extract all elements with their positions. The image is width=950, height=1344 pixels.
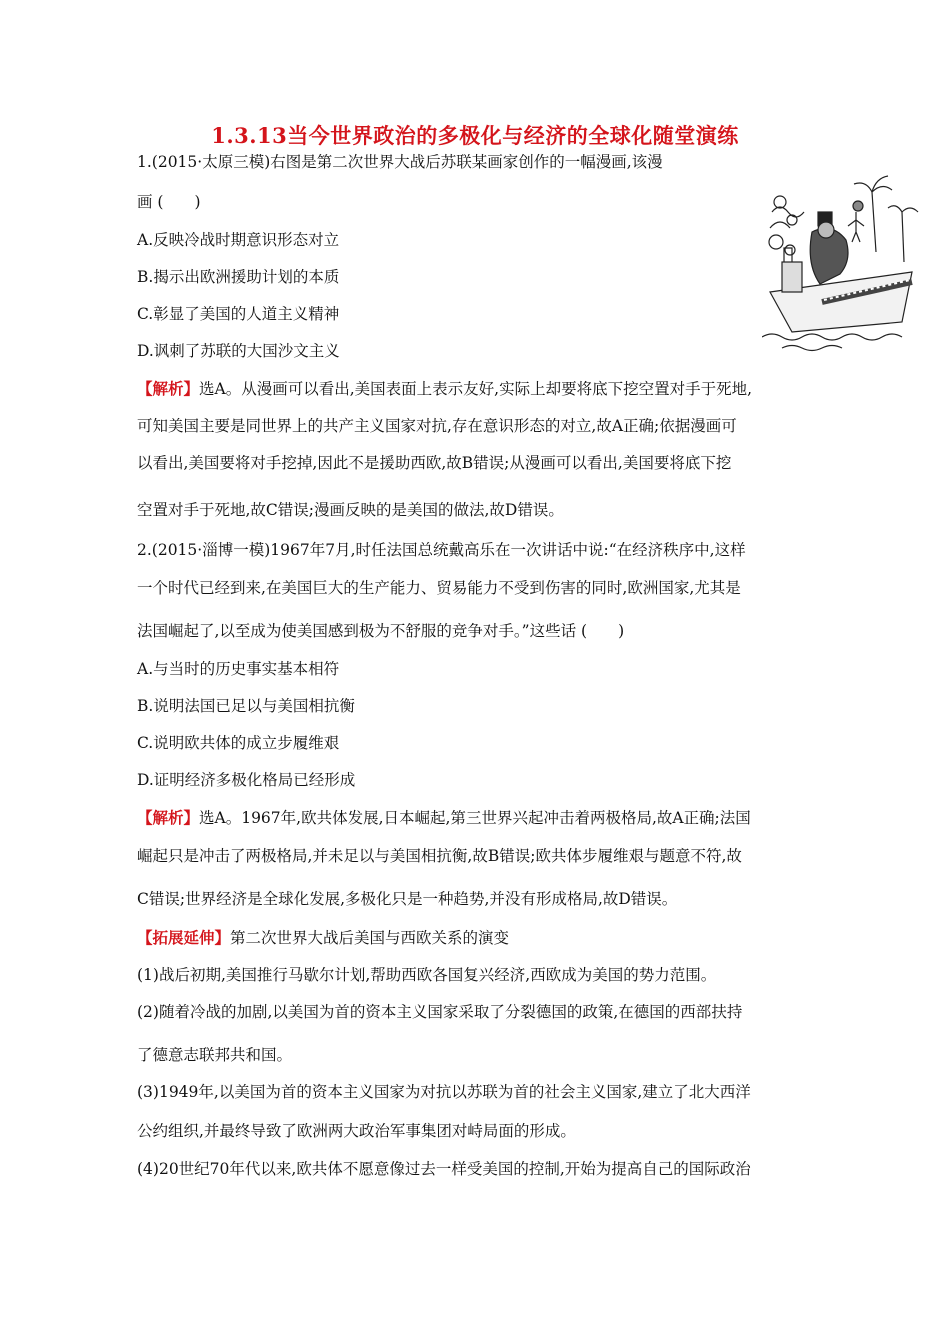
extension-line-2: (2)随着冷战的加剧,以美国为首的资本主义国家采取了分裂德国的政策,在德国的西部扶持 <box>137 1003 743 1021</box>
extension-line-5: 公约组织,并最终导致了欧洲两大政治军事集团对峙局面的形成。 <box>137 1122 576 1140</box>
q2-analysis-tag: 【解析】 <box>137 808 200 827</box>
q1-analysis-tag: 【解析】 <box>137 379 200 398</box>
extension-line-3: 了德意志联邦共和国。 <box>137 1046 293 1064</box>
extension-tag: 【拓展延伸】 <box>137 928 231 947</box>
q2-option-b: B.说明法国已足以与美国相抗衡 <box>137 697 355 715</box>
q2-option-d: D.证明经济多极化格局已经形成 <box>137 771 356 789</box>
q1-stem-line1: 1.(2015·太原三模)右图是第二次世界大战后苏联某画家创作的一幅漫画,该漫 <box>137 153 663 171</box>
page-title: 1.3.13当今世界政治的多极化与经济的全球化随堂演练 <box>211 123 739 148</box>
q2-stem-line3: 法国崛起了,以至成为使美国感到极为不舒服的竞争对手。”这些话 ( ) <box>137 622 625 640</box>
extension-line-1: (1)战后初期,美国推行马歇尔计划,帮助西欧各国复兴经济,西欧成为美国的势力范围。 <box>137 966 717 984</box>
q2-stem-line1: 2.(2015·淄博一模)1967年7月,时任法国总统戴高乐在一次讲话中说:“在经济秩序中,这样 <box>137 541 746 559</box>
q2-analysis-line2: 崛起只是冲击了两极格局,并未足以与美国相抗衡,故B错误;欧共体步履维艰与题意不符,故 <box>137 847 742 865</box>
q2-option-c: C.说明欧共体的成立步履维艰 <box>137 734 340 752</box>
q1-analysis-line2: 可知美国主要是同世界上的共产主义国家对抗,存在意识形态的对立,故A正确;依据漫画可 <box>137 417 737 435</box>
cartoon-illustration <box>762 172 922 352</box>
q1-analysis-line3: 以看出,美国要将对手挖掉,因此不是援助西欧,故B错误;从漫画可以看出,美国要将底下挖 <box>137 454 732 472</box>
q1-stem-line2: 画 ( ) <box>137 193 201 211</box>
q2-analysis-text: 选A。1967年,欧共体发展,日本崛起,第三世界兴起冲击着两极格局,故A正确;法国 <box>199 809 751 827</box>
q1-analysis-line1 <box>137 379 752 399</box>
q1-analysis-text: 选A。从漫画可以看出,美国表面上表示友好,实际上却要将底下挖空置对手于死地, <box>199 380 752 398</box>
q2-analysis-line3: C错误;世界经济是全球化发展,多极化只是一种趋势,并没有形成格局,故D错误。 <box>137 890 678 908</box>
q1-option-a: A.反映冷战时期意识形态对立 <box>137 231 340 249</box>
q2-option-a: A.与当时的历史事实基本相符 <box>137 660 340 678</box>
q1-analysis-line4: 空置对手于死地,故C错误;漫画反映的是美国的做法,故D错误。 <box>137 501 564 519</box>
extension-line-4: (3)1949年,以美国为首的资本主义国家为对抗以苏联为首的社会主义国家,建立了北大西洋 <box>137 1083 751 1101</box>
extension-heading-line <box>137 928 509 948</box>
q2-analysis-line1 <box>137 808 751 828</box>
q2-stem-line2: 一个时代已经到来,在美国巨大的生产能力、贸易能力不受到伤害的同时,欧洲国家,尤其是 <box>137 579 741 597</box>
extension-heading: 第二次世界大战后美国与西欧关系的演变 <box>230 929 510 947</box>
q1-option-c: C.彰显了美国的人道主义精神 <box>137 305 340 323</box>
extension-line-6: (4)20世纪70年代以来,欧共体不愿意像过去一样受美国的控制,开始为提高自己的国际政治 <box>137 1160 751 1178</box>
q1-option-b: B.揭示出欧洲援助计划的本质 <box>137 268 340 286</box>
q1-option-d: D.讽刺了苏联的大国沙文主义 <box>137 342 340 360</box>
